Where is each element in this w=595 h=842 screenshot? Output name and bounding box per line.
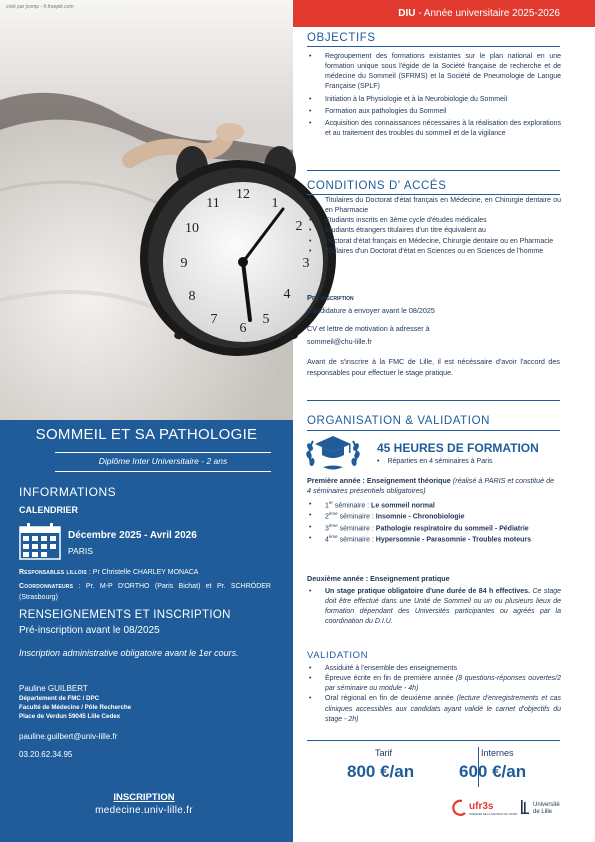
photo-credit: créé par jcomp - fr.freepik.com xyxy=(6,4,74,10)
seminar-topic: Le sommeil normal xyxy=(371,502,435,510)
contact-department: Département de FMC / DPC xyxy=(19,695,100,702)
list-item xyxy=(309,664,561,674)
conditions-list xyxy=(309,196,561,257)
year2-note: Ce stage doit être effectué dans une Unité de Sommeil ou un ou plusieurs lieux de formation dépendant des Universités participantes ou agréés par la coordination du D.I.U. xyxy=(325,588,561,626)
contact-faculty: Faculté de Médecine / Pôle Recherche xyxy=(19,704,132,711)
title-divider-top xyxy=(55,452,271,453)
svg-text:12: 12 xyxy=(236,187,250,202)
list-item: • Titulaires d'un Doctorat d'état en Sciences ou en Sciences de l'homme xyxy=(309,247,561,257)
svg-text:1: 1 xyxy=(271,196,279,211)
seminar-topic: Pathologie respiratoire du sommeil - Pédiatrie xyxy=(375,525,529,533)
right-column xyxy=(293,0,595,842)
session-dates: Décembre 2025 - Avril 2026 xyxy=(68,530,197,541)
tarif-value: 800 €/an xyxy=(347,762,415,781)
header-academic-year xyxy=(398,8,560,19)
inscription-url-link[interactable]: medecine.univ-lille.fr xyxy=(95,805,193,816)
contact-name: Pauline GUILBERT xyxy=(19,684,88,693)
calendar-heading: CALENDRIER xyxy=(19,505,79,515)
year1-label: Première année : Enseignement théorique xyxy=(307,476,451,485)
header-diu: DIU xyxy=(398,8,416,19)
svg-text:SCIENCES DE LA SANTÉ ET DU SPO: SCIENCES DE LA SANTÉ ET DU SPORT xyxy=(469,813,518,816)
graduation-cap-icon xyxy=(305,433,361,473)
conditions-divider xyxy=(307,194,560,195)
svg-text:11: 11 xyxy=(206,196,220,211)
contact-address: Place de Verdun 59045 Lille Cedex xyxy=(19,713,121,720)
seminar-number: 4 xyxy=(325,536,329,544)
info-panel xyxy=(0,420,293,842)
seminar-number: 3 xyxy=(325,525,329,533)
seminar-topic: Hypersomnie - Parasomnie - Troubles moteurs xyxy=(375,536,532,544)
fmc-note: Avant de s'inscrire à la FMC de Lille, il est nécéssaire d'avoir l'accord des responsables pour effectuer le stage pratique. xyxy=(307,357,560,377)
contact-phone: 03.20.62.34.95 xyxy=(19,750,73,759)
svg-text:5: 5 xyxy=(262,312,270,327)
preinscription-deadline: Pré-inscription avant le 08/2025 xyxy=(19,625,160,636)
cv-email-link[interactable]: sommeil@chu-lille.fr xyxy=(307,337,372,346)
coordonnateurs-value: : Pr. M-P D'ORTHO (Paris Bichat) et Pr. SCHRÖDER (Strasbourg) xyxy=(19,583,271,601)
seminar-distribution: • Réparties en 4 séminaires à Paris xyxy=(377,458,493,465)
seminar-topic: Insomnie - Chronobiologie xyxy=(375,513,465,521)
svg-text:3: 3 xyxy=(302,256,310,271)
pricing-box xyxy=(309,742,562,789)
svg-text:ufr3s: ufr3s xyxy=(469,801,494,812)
list-item: • Formation aux pathologies du Sommeil xyxy=(309,107,561,117)
list-item xyxy=(309,674,561,694)
header-band xyxy=(293,0,595,27)
list-item: • Acquisition des connaissances nécessaires à la réalisation des explorations et au traitement des troubles du sommeil et de la vigilance xyxy=(309,119,561,139)
tarif-label: Tarif xyxy=(375,748,393,758)
universite-de-lille-logo xyxy=(521,800,560,815)
training-hours: 45 HEURES DE FORMATION xyxy=(377,441,539,455)
contact-email-link[interactable]: pauline.guilbert@univ-lille.fr xyxy=(19,732,118,741)
program-title: SOMMEIL ET SA PATHOLOGIE xyxy=(35,426,258,443)
validation-text: Oral régional en fin de deuxième année xyxy=(325,695,454,703)
internes-value: 600 €/an xyxy=(459,762,527,781)
svg-text:7: 7 xyxy=(210,312,218,327)
svg-text:4: 4 xyxy=(283,287,291,302)
year1-note: (réalisé à PARIS et constitué de 4 séminaires présentiels obligatoires) xyxy=(307,476,555,496)
inscription-heading: INSCRIPTION xyxy=(113,792,175,803)
list-item xyxy=(309,694,561,724)
list-item xyxy=(309,511,561,522)
list-item: • Etudiants étrangers titulaires d'un titre équivalent au xyxy=(309,226,561,236)
validation-note: (lecture d'enregistrements et cas cliniques accessibles aux candidats ayant validé le carnet d'objectifs du stage - 2h) xyxy=(325,695,561,723)
seminar-lead: séminaire : xyxy=(337,525,376,533)
organisation-heading: ORGANISATION & VALIDATION xyxy=(307,415,491,427)
svg-text:2: 2 xyxy=(295,219,303,234)
list-item: • Titulaires du Doctorat d'état français en Médecine, en Chirurgie dentaire ou en Pharmacie xyxy=(309,196,561,216)
seminar-suffix: er xyxy=(328,500,333,505)
seminar-list xyxy=(309,500,561,546)
university-logos xyxy=(453,797,583,819)
svg-text:6: 6 xyxy=(239,321,247,336)
seminar-number: 2 xyxy=(325,513,329,521)
list-item xyxy=(309,587,561,628)
seminar-suffix: ème xyxy=(328,522,338,528)
preinscription-heading: Pré-inscription xyxy=(307,293,354,302)
coordonnateurs-label: Coordonnateurs xyxy=(19,583,74,590)
title-divider-bottom xyxy=(55,471,271,472)
admin-registration-note: Inscription administrative obligatoire avant le 1er cours. xyxy=(19,648,239,658)
year2-stage: Un stage pratique obligatoire d'une durée de 84 h effectives. xyxy=(325,588,531,595)
responsables xyxy=(19,568,271,579)
registration-heading: RENSEIGNEMENTS ET INSCRIPTION xyxy=(19,609,231,621)
validation-text: Épreuve écrite en fin de première année xyxy=(325,675,454,683)
validation-list xyxy=(309,664,561,725)
conditions-end-divider xyxy=(307,400,560,401)
objectifs-end-divider xyxy=(307,170,560,171)
objectifs-heading: OBJECTIFS xyxy=(307,32,376,44)
seminar-lead: séminaire : xyxy=(337,513,376,521)
svg-text:8: 8 xyxy=(188,289,196,304)
conditions-heading: CONDITIONS D' ACCÉS xyxy=(307,180,447,192)
list-item: • Regroupement des formations existantes sur le plan national en une formation unique sous l'égide de la Société française de recherche et de médecine du Sommeil (SFRMS) et la Société de Pneumologie de Langue Française (SPLF) xyxy=(309,52,561,93)
list-item: • Doctorat d'état français en Médecine, Chirurgie dentaire ou en Pharmacie xyxy=(309,237,561,247)
list-item: • Etudiants inscrits en 3ème cycle d'études médicales xyxy=(309,216,561,226)
calendar-icon xyxy=(19,522,61,560)
internes-label: Internes xyxy=(481,748,514,758)
seminar-suffix: ème xyxy=(328,511,338,517)
header-year: - Année universitaire 2025-2026 xyxy=(415,8,560,19)
list-item xyxy=(309,500,561,511)
validation-text: Assiduité à l'ensemble des enseignements xyxy=(325,665,458,672)
svg-text:Université: Université xyxy=(533,802,560,808)
list-item xyxy=(309,523,561,534)
coordonnateurs xyxy=(19,582,271,604)
seminar-suffix: ème xyxy=(328,534,338,540)
seminar-number: 1 xyxy=(325,502,329,510)
year1-block xyxy=(307,476,560,497)
pricing-divider xyxy=(307,740,560,741)
svg-text:10: 10 xyxy=(185,221,199,236)
responsables-value: : Pr Christelle CHARLEY MONACA xyxy=(86,569,199,576)
alarm-clock-illustration xyxy=(0,0,310,420)
validation-heading: VALIDATION xyxy=(307,650,369,661)
diploma-type: Diplôme Inter Universitaire - 2 ans xyxy=(98,456,228,466)
list-item: • Initiation à la Physiologie et à la Neurobiologie du Sommeil xyxy=(309,95,561,105)
candidature-deadline: Candidature à envoyer avant le 08/2025 xyxy=(307,306,435,315)
informations-heading: INFORMATIONS xyxy=(19,485,117,499)
seminar-lead: séminaire : xyxy=(332,502,372,510)
cv-instructions: CV et lettre de motivation à adresser à xyxy=(307,324,430,333)
year2-label: Deuxième année : Enseignement pratique xyxy=(307,574,450,583)
organisation-divider xyxy=(307,430,560,431)
svg-text:9: 9 xyxy=(180,256,188,271)
ufr3s-logo xyxy=(453,801,518,816)
alarm-clock-photo xyxy=(0,0,310,420)
svg-text:de Lille: de Lille xyxy=(533,809,553,815)
year2-list xyxy=(309,587,561,628)
objectifs-list xyxy=(309,52,561,139)
validation-note: (8 questions-réponses ouvertes/2 par séminaire ou module - 4h) xyxy=(325,675,561,693)
session-location: PARIS xyxy=(68,546,93,556)
responsables-label: Responsables lillois xyxy=(19,569,87,576)
seminar-lead: séminaire : xyxy=(337,536,376,544)
objectifs-divider xyxy=(307,46,560,47)
list-item xyxy=(309,534,561,545)
